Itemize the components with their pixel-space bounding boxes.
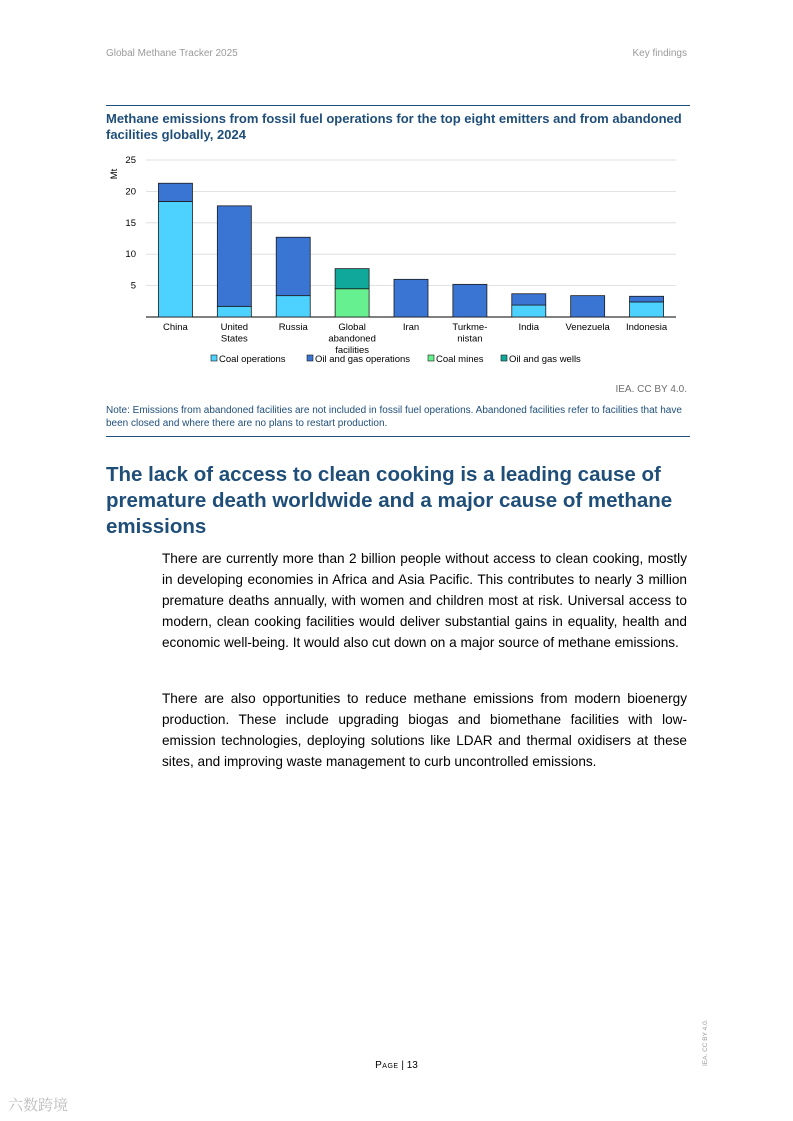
legend-swatch [501,355,507,361]
y-tick-label: 20 [125,186,136,198]
running-header-section: Key findings [632,48,687,59]
legend-swatch [307,355,313,361]
x-category-label: Iran [402,322,420,333]
running-header-title: Global Methane Tracker 2025 [106,48,238,59]
x-category-label: Indonesia [625,322,668,333]
x-category-label: facilities [335,345,370,356]
stacked-bar-chart [104,154,694,370]
figure-credit: IEA. CC BY 4.0. [615,384,687,395]
body-paragraph-1: There are currently more than 2 billion people without access to clean cooking, mostly in developing economies in Africa and Asia Pacific. This contributes to nearly 3 million premature deaths annually, with women and children most at risk. Universal access to modern, clean cooking facilities would deliver substantial gains in equality, health and economic well-being. It would also cut down on a major source of methane emissions. [162,551,687,650]
x-category-label: China [163,322,188,333]
x-category-label: United [220,322,249,333]
legend-label: Oil and gas wells [509,354,581,365]
x-category-label: Venezuela [565,322,610,333]
page-footer [0,1060,793,1071]
page-label: Page [375,1060,399,1071]
section-heading: The lack of access to clean cooking is a leading cause of premature death worldwide and a major cause of methane emissions [106,463,673,538]
bar-segment [335,289,369,317]
y-tick-label: 15 [125,217,136,229]
bar-segment [335,269,369,289]
y-tick-label: 25 [125,155,136,166]
bar-segment [453,284,487,317]
side-credit-container [700,1018,714,1068]
bar-segment [217,306,251,317]
bar-segment [512,305,546,317]
watermark-logo: 六数跨境 [8,1097,69,1114]
x-category-label: nistan [457,333,483,345]
bar-segment [276,296,310,317]
x-category-label: India [518,322,540,333]
y-axis-label: Mt [109,168,120,180]
y-tick-label: 10 [125,249,136,261]
bar-segment [276,237,310,295]
bar-segment [630,302,664,317]
figure-top-rule [106,105,690,106]
bar-segment [158,183,192,201]
bar-segment [571,296,605,317]
legend-swatch [211,355,217,361]
y-tick-label: 5 [130,280,136,292]
x-category-label: abandoned [328,333,376,345]
x-category-label: Global [338,322,366,333]
page-separator: | [401,1060,404,1071]
legend-label: Coal operations [219,354,286,365]
legend-label: Coal mines [436,354,484,365]
x-category-label: Russia [278,322,308,333]
bar-segment [394,279,428,317]
bar-segment [512,294,546,305]
legend-label: Oil and gas operations [315,354,411,365]
bar-segment [158,201,192,317]
x-category-label: States [220,333,248,345]
body-paragraph-2: There are also opportunities to reduce methane emissions from modern bioenergy production. These include upgrading biogas and biomethane facilities with low-emission technologies, deploying solutions like LDAR and thermal oxidisers at these sites, and improving waste management to curb uncontrolled emissions. [162,691,687,769]
figure-title: Methane emissions from fossil fuel operations for the top eight emitters and from abandoned facilities globally, 2024 [106,111,682,142]
page-number: 13 [406,1060,418,1071]
bar-segment [217,206,251,306]
x-category-label: Turkme- [452,322,488,333]
bar-segment [630,296,664,302]
legend-swatch [428,355,434,361]
figure-note: Note: Emissions from abandoned facilities are not included in fossil fuel operations. Abandoned facilities refer to facilities that have been closed and where there are no plans to restart production. [106,405,682,429]
figure-bottom-rule [106,436,690,437]
side-credit: IEA. CC BY 4.0. [702,1019,709,1066]
